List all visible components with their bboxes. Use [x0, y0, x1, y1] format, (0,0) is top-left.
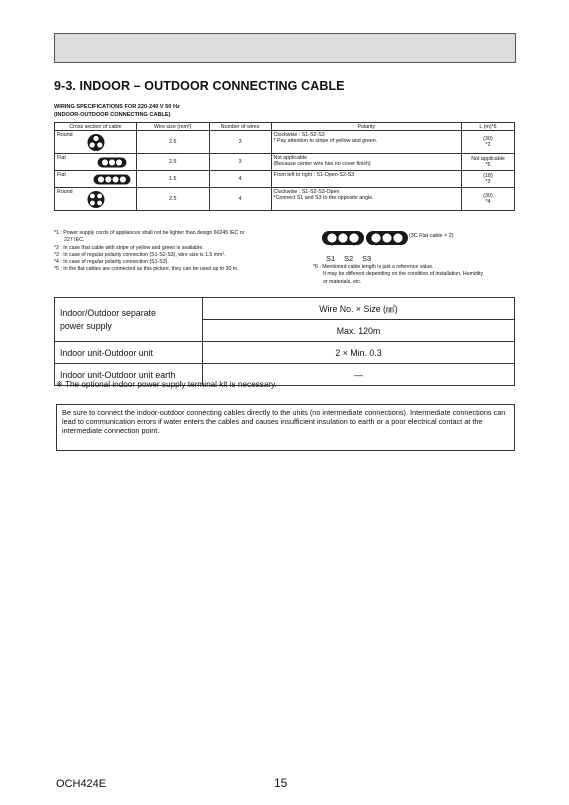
wire-size-cell: 1.5 [136, 171, 209, 188]
wire-count-cell: 3 [209, 154, 271, 171]
polarity-line: (Because center wire has no cover finish) [273, 161, 371, 167]
cross-section-label: Flat [57, 172, 66, 178]
double-flat-cable-icon [321, 230, 411, 246]
terminal-label-s3: S3 [362, 254, 372, 263]
terminal-label-s1: S1 [326, 254, 336, 263]
connection-notice-box: Be sure to connect the indoor-outdoor connecting cables directly to the units (no intermediate connections). Intermediate connections can lead to communication errors if water enters the cables and causes insufficient insulation to earth or a poor electrical contact at the intermediate connection point. [56, 404, 515, 451]
footnotes-left [54, 230, 304, 274]
wire-size-cell: 2.5 [136, 154, 209, 171]
length-value: (30) [483, 193, 493, 199]
polarity-line: From left to right : S1-Open-S2-S3 [273, 172, 355, 178]
polarity-line: Not applicable [273, 155, 308, 161]
supply-label-cell [55, 298, 203, 342]
col-header: Polarity [271, 123, 462, 131]
wiring-spec-line1: WIRING SPECIFICATIONS FOR 220-240 V 50 Hz [54, 104, 180, 110]
terminal-label-s2: S2 [344, 254, 354, 263]
footnote-line: *3 : In case of regular polarity connection (S1-S2-S3), wire size is 1.5 mm². [54, 251, 226, 258]
supply-value-cell: — [203, 364, 515, 386]
col-header: Number of wires [209, 123, 271, 131]
page-number: 15 [274, 776, 288, 790]
polarity-line: * Pay attention to stripe of yellow and green. [273, 138, 378, 144]
polarity-line: *Connect S1 and S3 to the opposite angle. [273, 195, 374, 201]
table-row [55, 298, 515, 320]
flat-cable-connection-figure [318, 229, 518, 265]
footnote-line: *2 : In case that cable with stripe of yellow and green is available. [54, 244, 204, 251]
round-3-core-cable-icon [85, 133, 107, 152]
cross-section-label: Flat [57, 155, 66, 161]
length-note: *5 [485, 162, 491, 168]
col-header: Wire size (mm²) [136, 123, 209, 131]
wire-count-cell: 4 [209, 171, 271, 188]
polarity-cell [271, 171, 462, 188]
length-value: (18) [483, 173, 493, 179]
col-header: L (m)*6 [462, 123, 515, 131]
table-row [55, 154, 515, 171]
footnote-line: *4 : In case of regular polarity connection (S1-S3). [54, 259, 169, 266]
cross-section-cell [55, 171, 137, 188]
supply-label-cell: Indoor unit-Outdoor unit [55, 342, 203, 364]
table-row [55, 131, 515, 154]
section-title: 9-3. INDOOR – OUTDOOR CONNECTING CABLE [54, 79, 345, 93]
flat-4-core-cable-icon [93, 174, 131, 185]
flat-3-core-cable-icon [97, 157, 127, 168]
length-note: *3 [485, 179, 491, 185]
cable-spec-table [54, 122, 515, 211]
supply-label-line: power supply [60, 321, 112, 331]
header-bar [54, 33, 516, 63]
wire-count-cell: 4 [209, 188, 271, 211]
document-code: OCH424E [56, 778, 107, 790]
table-header-row [55, 123, 515, 131]
length-cell [462, 188, 515, 211]
wire-size-cell: 2.5 [136, 188, 209, 211]
round-4-core-cable-icon [85, 190, 107, 209]
footnote-line: It may be different depending on the condition of installation, Humidity [313, 271, 484, 278]
footnote-line: or materials, etc. [313, 278, 362, 285]
footnote-line: *1 : Power supply cords of appliances shall not be lighter than design 60245 IEC or [54, 230, 245, 236]
supply-value-cell: Max. 120m [203, 320, 515, 342]
polarity-line: Clockwise : S1-S2-S3-Open [273, 189, 340, 195]
cross-section-label: Round [57, 132, 73, 138]
length-note: *2 [485, 142, 491, 148]
footnotes-right [313, 264, 523, 286]
power-supply-table [54, 297, 515, 386]
table-row [55, 188, 515, 211]
supply-value-cell: 2 × Min. 0.3 [203, 342, 515, 364]
length-value: Not applicable [471, 156, 505, 162]
supply-label-line: Indoor/Outdoor separate [60, 308, 156, 318]
cross-section-label: Round [57, 189, 73, 195]
wire-count-cell: 3 [209, 131, 271, 154]
length-note: *4 [485, 199, 491, 205]
wiring-spec-line2: (INDOOR-OUTDOOR CONNECTING CABLE) [54, 111, 171, 118]
wiring-spec-heading [54, 104, 180, 119]
length-value: (30) [483, 136, 493, 142]
polarity-cell [271, 131, 462, 154]
length-cell [462, 154, 515, 171]
supply-value-cell: Wire No. × Size (㎟) [203, 298, 515, 320]
col-header: Cross section of cable [55, 123, 137, 131]
wire-size-cell: 2.5 [136, 131, 209, 154]
polarity-cell [271, 188, 462, 211]
length-cell [462, 131, 515, 154]
footnote-line: *6 : Mentioned cable length is just a reference value. [313, 264, 434, 270]
figure-caption: (3C Flat cable × 2) [409, 233, 454, 239]
polarity-line: Clockwise : S1-S2-S3 [273, 132, 325, 138]
length-cell [462, 171, 515, 188]
cross-section-cell [55, 131, 137, 154]
cross-section-cell [55, 188, 137, 211]
table-row [55, 342, 515, 364]
supply-label-cell: Indoor unit-Outdoor unit earth [55, 364, 203, 386]
supply-footnote: ※ The optional indoor power supply terminal kit is necessary. [56, 380, 277, 389]
footnote-line: 227 IEC. [54, 237, 85, 244]
table-row [55, 171, 515, 188]
footnote-line: *5 : In the flat cables are connected as this picture, they can be used up to 30 m. [54, 266, 239, 273]
cross-section-cell [55, 154, 137, 171]
polarity-cell [271, 154, 462, 171]
